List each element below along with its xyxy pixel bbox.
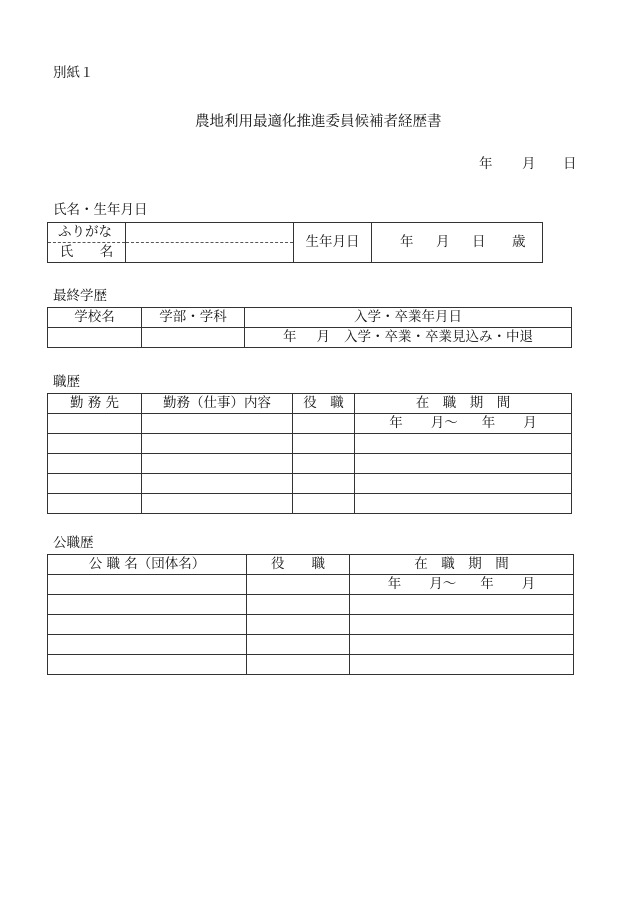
- duties-input[interactable]: [142, 414, 293, 434]
- date-day-label: 日: [563, 156, 577, 172]
- school-name-input[interactable]: [48, 328, 142, 348]
- public-start-month: 月～: [429, 575, 457, 592]
- date-year-label: 年: [479, 156, 493, 172]
- furigana-label: ふりがな: [48, 223, 126, 243]
- faculty-input[interactable]: [142, 328, 245, 348]
- table-row: [48, 615, 574, 635]
- birth-year-label: 年: [400, 233, 414, 250]
- personal-info-table: [47, 222, 543, 263]
- employer-input[interactable]: [48, 414, 142, 434]
- table-row: [48, 474, 572, 494]
- col-period: 在 職 期 間: [355, 394, 572, 414]
- col-duties: 勤務（仕事）内容: [142, 394, 293, 414]
- public-office-section-heading: 公職歴: [53, 535, 94, 551]
- page-title: 農地利用最適化推進委員候補者経歴書: [195, 114, 442, 130]
- col-enrollment-dates: 入学・卒業年月日: [245, 308, 572, 328]
- career-start-month: 月～: [430, 414, 458, 431]
- table-row: [48, 494, 572, 514]
- col-school-name: 学校名: [48, 308, 142, 328]
- public-position-input[interactable]: [247, 575, 350, 595]
- edu-status-options: 入学・卒業・卒業見込み・中退: [344, 328, 533, 345]
- col-public-post: 公 職 名（団体名）: [48, 555, 247, 575]
- birth-day-label: 日: [472, 233, 486, 250]
- edu-month-label: 月: [316, 328, 330, 345]
- name-input[interactable]: [126, 243, 294, 263]
- edu-year-label: 年: [283, 328, 297, 345]
- career-end-month: 月: [523, 414, 537, 431]
- col-position: 役 職: [293, 394, 355, 414]
- public-office-table: [47, 554, 574, 675]
- public-post-input[interactable]: [48, 575, 247, 595]
- public-period-input[interactable]: [350, 575, 574, 595]
- name-label: [48, 243, 126, 263]
- public-start-year: 年: [387, 575, 402, 592]
- name-label-part-1: 氏: [59, 243, 74, 260]
- name-label-part-2: 名: [99, 243, 114, 260]
- career-start-year: 年: [389, 414, 403, 431]
- col-public-position: 役 職: [247, 555, 350, 575]
- table-row: [48, 655, 574, 675]
- birth-date-label: 生年月日: [294, 223, 372, 263]
- personal-section-heading: 氏名・生年月日: [53, 202, 148, 218]
- table-row: [48, 454, 572, 474]
- enrollment-dates-input[interactable]: [245, 328, 572, 348]
- career-table: [47, 393, 572, 514]
- col-employer: 勤 務 先: [48, 394, 142, 414]
- table-row: [48, 635, 574, 655]
- furigana-input[interactable]: [126, 223, 294, 243]
- education-table: [47, 307, 572, 348]
- career-end-year: 年: [481, 414, 496, 431]
- birth-month-label: 月: [436, 233, 450, 250]
- public-end-month: 月: [521, 575, 536, 592]
- birth-date-field[interactable]: [372, 223, 543, 263]
- period-input[interactable]: [355, 414, 572, 434]
- table-row: [48, 434, 572, 454]
- table-row: [48, 595, 574, 615]
- date-month-label: 月: [522, 156, 536, 172]
- career-section-heading: 職歴: [53, 374, 80, 390]
- attachment-label: 別紙１: [53, 65, 94, 81]
- age-label: 歳: [512, 233, 526, 250]
- education-section-heading: 最終学歴: [53, 288, 107, 304]
- position-input[interactable]: [293, 414, 355, 434]
- col-faculty: 学部・学科: [142, 308, 245, 328]
- public-end-year: 年: [480, 575, 494, 592]
- col-public-period: 在 職 期 間: [350, 555, 574, 575]
